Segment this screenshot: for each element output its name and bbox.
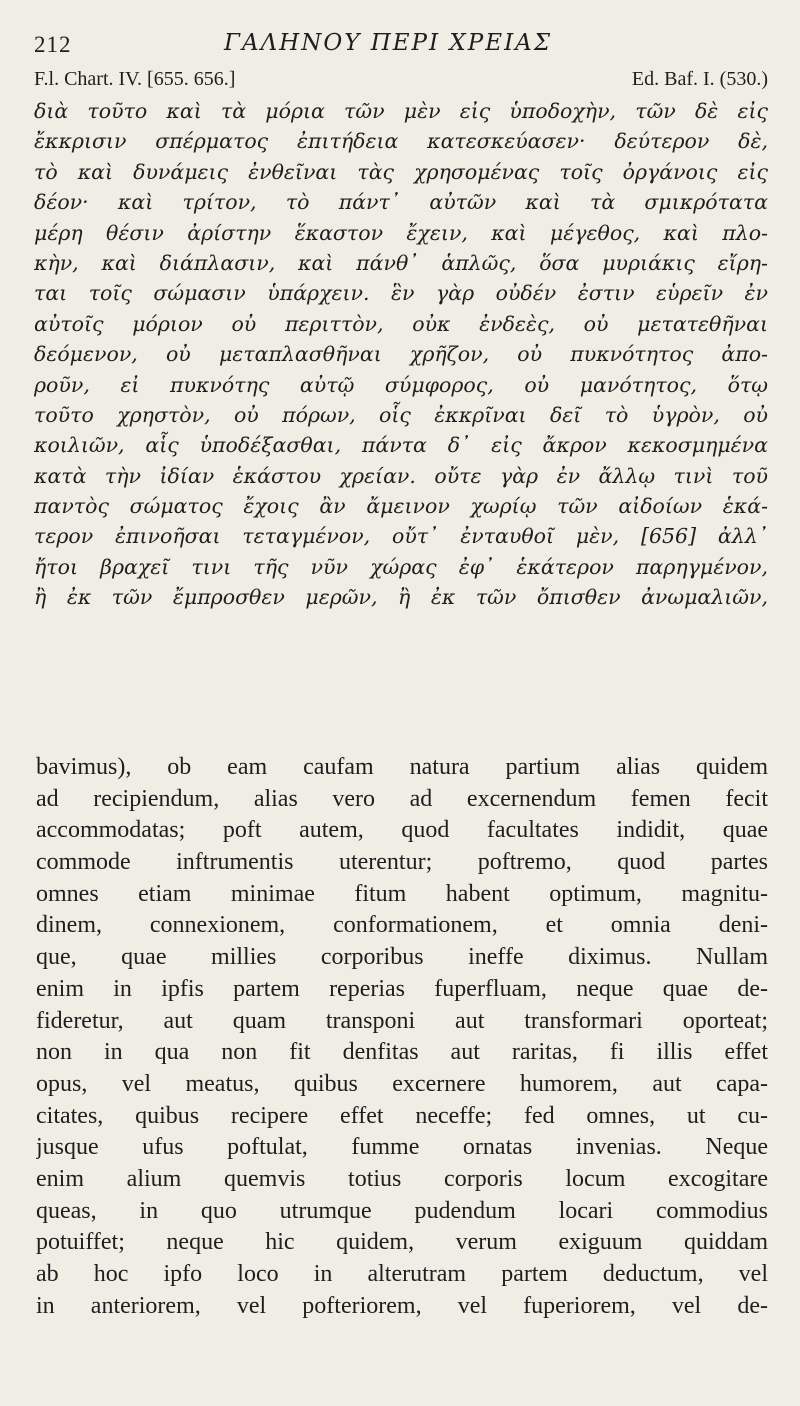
greek-line: ροῦν, εἰ πυκνότης αὐτῷ σύμφορος, οὐ μανότητος, ὅτῳ [34, 372, 768, 397]
latin-line: omnes etiam minimae fitum habent optimum, magnitu- [36, 880, 768, 907]
greek-line: τοῦτο χρηστὸν, οὐ πόρων, οἷς ἐκκρῖναι δεῖ τὸ ὑγρὸν, οὐ [34, 402, 768, 427]
greek-line: ἢ ἐκ τῶν ἔμπροσθεν μερῶν, ἢ ἐκ τῶν ὄπισθεν ἀνωμαλιῶν, [34, 585, 768, 610]
greek-line: δεόμενον, οὐ μεταπλασθῆναι χρῆζον, οὐ πυκνότητος ἀπο- [34, 342, 768, 367]
edition-reference-chartier: F.l. Chart. IV. [655. 656.] [34, 68, 236, 90]
greek-line: μέρη θέσιν ἀρίστην ἕκαστον ἔχειν, καὶ μέγεθος, καὶ πλο- [34, 220, 768, 245]
running-title: ΓΑΛΗΝΟΥ ΠΕΡΙ ΧΡΕΙΑΣ [224, 30, 553, 56]
latin-line: citates, quibus recipere effet neceffe; fed omnes, ut cu- [36, 1102, 768, 1129]
latin-line: fideretur, aut quam transponi aut transformari oporteat; [36, 1007, 768, 1034]
latin-text-block [36, 752, 768, 1322]
greek-line: κατὰ τὴν ἰδίαν ἑκάστου χρείαν. οὔτε γὰρ ἐν ἄλλῳ τινὶ τοῦ [34, 463, 768, 488]
greek-line: δέον· καὶ τρίτον, τὸ πάντ᾽ αὐτῶν καὶ τὰ σμικρότατα [34, 190, 768, 215]
greek-line: αὐτοῖς μόριον οὐ περιττὸν, οὐκ ἐνδεὲς, οὐ μετατεθῆναι [34, 311, 768, 336]
greek-text-block [34, 96, 768, 613]
latin-line: bavimus), ob eam caufam natura partium alias quidem [36, 754, 768, 780]
greek-line: ἔκκρισιν σπέρματος ἐπιτήδεια κατεσκεύασεν· δεύτερον δὲ, [34, 129, 768, 154]
latin-line: queas, in quo utrumque pudendum locari commodius [36, 1197, 768, 1224]
latin-line: in anteriorem, vel pofteriorem, vel fuperiorem, vel de- [36, 1292, 768, 1319]
page-number: 212 [34, 32, 72, 57]
latin-line: enim alium quemvis totius corporis locum excogitare [36, 1165, 768, 1192]
edition-reference-line [34, 68, 768, 94]
latin-line: ab hoc ipfo loco in alterutram partem deductum, vel [36, 1261, 768, 1287]
page-header [34, 28, 770, 58]
greek-line: τερον ἐπινοῆσαι τεταγμένον, οὔτ᾽ ἐνταυθοῖ μὲν, [656] ἀλλ᾽ [34, 524, 768, 549]
latin-line: que, quae millies corporibus ineffe diximus. Nullam [36, 944, 768, 971]
greek-line: τὸ καὶ δυνάμεις ἐνθεῖναι τὰς χρησομένας τοῖς ὀργάνοις εἰς [34, 159, 768, 184]
greek-line: κοιλιῶν, αἷς ὑποδέξασθαι, πάντα δ᾽ εἰς ἄκρον κεκοσμημένα [34, 433, 768, 458]
greek-line: παντὸς σώματος ἔχοις ἂν ἄμεινον χωρίῳ τῶν αἰδοίων ἑκά- [34, 494, 768, 519]
latin-line: dinem, connexionem, conformationem, et omnia deni- [36, 912, 768, 939]
greek-line: κὴν, καὶ διάπλασιν, καὶ πάνθ᾽ ἁπλῶς, ὅσα μυριάκις εἴρη- [34, 250, 768, 275]
latin-line: ad recipiendum, alias vero ad excernendum femen fecit [36, 785, 768, 812]
latin-line: opus, vel meatus, quibus excernere humorem, aut capa- [36, 1070, 768, 1097]
latin-line: enim in ipfis partem reperias fuperfluam, neque quae de- [36, 975, 768, 1002]
greek-line: ἤτοι βραχεῖ τινι τῆς νῦν χώρας ἐφ᾽ ἑκάτερον παρηγμένον, [34, 554, 768, 579]
latin-line: commode inftrumentis uterentur; poftremo, quod partes [36, 849, 768, 876]
latin-line: non in qua non fit denfitas aut raritas, fi illis effet [36, 1039, 768, 1066]
greek-line: ται τοῖς σώμασιν ὑπάρχειν. ἓν γὰρ οὐδέν ἐστιν εὑρεῖν ἐν [34, 281, 768, 306]
latin-line: accommodatas; poft autem, quod facultates indidit, quae [36, 817, 768, 844]
latin-line: potuiffet; neque hic quidem, verum exiguum quiddam [36, 1229, 768, 1256]
edition-reference-basel: Ed. Baf. I. (530.) [631, 68, 768, 90]
latin-line: jusque ufus poftulat, fumme ornatas invenias. Neque [36, 1134, 768, 1161]
greek-line: διὰ τοῦτο καὶ τὰ μόρια τῶν μὲν εἰς ὑποδοχὴν, τῶν δὲ εἰς [34, 99, 768, 123]
